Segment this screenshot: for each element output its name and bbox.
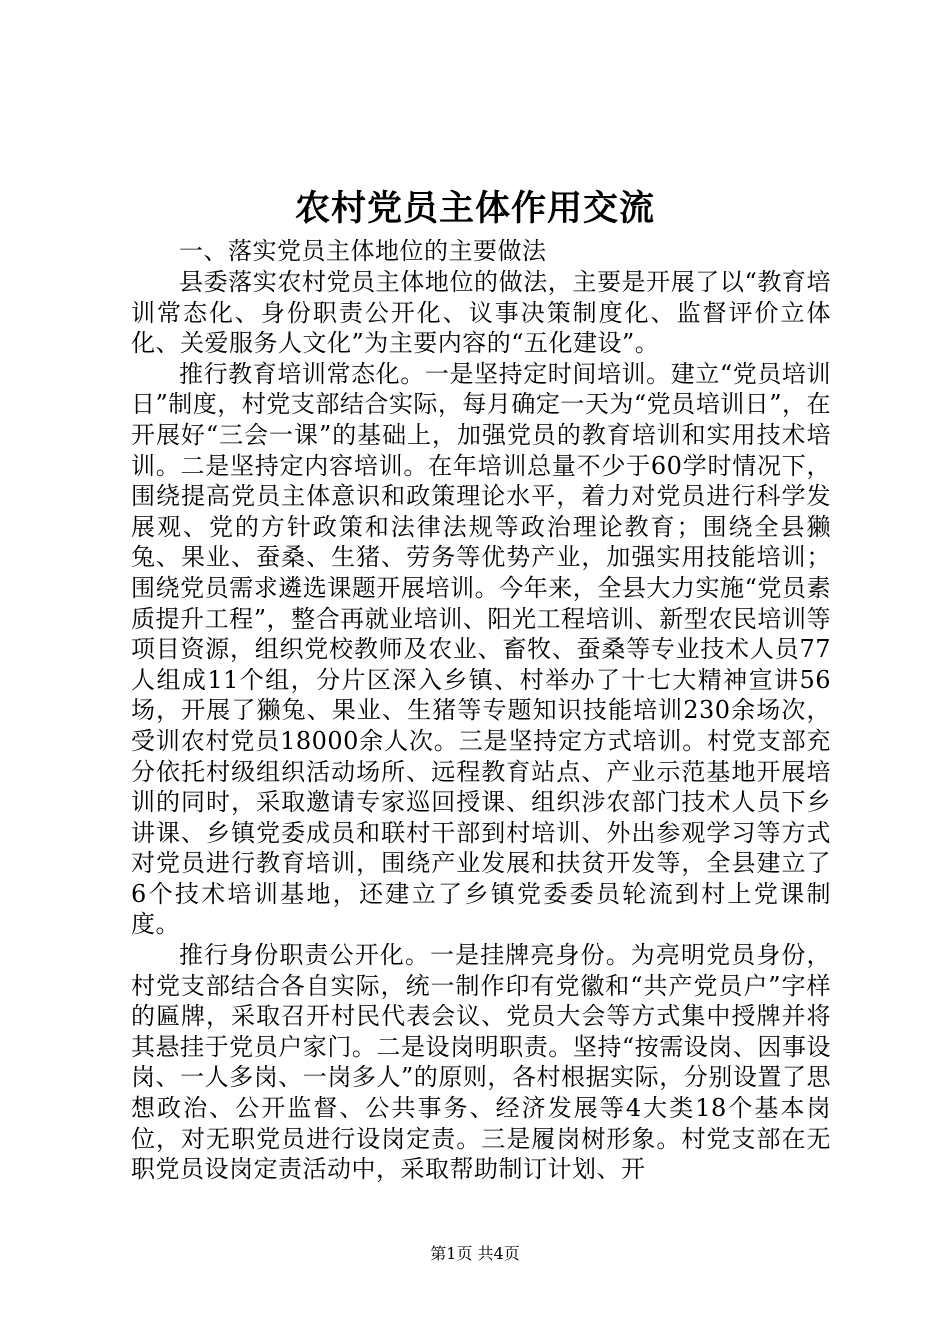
section-heading: 一、落实党员主体地位的主要做法 bbox=[179, 237, 547, 265]
document-body bbox=[131, 236, 831, 1185]
document-title: 农村党员主体作用交流 bbox=[294, 188, 655, 229]
paragraph-education-training: 推行教育培训常态化。一是坚持定时间培训。建立“党员培训日”制度，村党支部结合实际，每月确定一天为“党员培训日”，在开展好“三会一课”的基础上，加强党员的教育培训和实用技术培训。二是坚持定内容培训。在年培训总量不少于60学时情况下，围绕提高党员主体意识和政策理论水平，着力对党员进行科学发展观、党的方针政策和法律法规等政治理论教育；围绕全县獭兔、果业、蚕桑、生猪、劳务等优势产业，加强实用技能培训；围绕党员需求遴选课题开展培训。今年来，全县大力实施“党员素质提升工程”，整合再就业培训、阳光工程培训、新型农民培训等项目资源，组织党校教师及农业、畜牧、蚕桑等专业技术人员77人组成11个组，分片区深入乡镇、村举办了十七大精神宣讲56场，开展了獭兔、果业、生猪等专题知识技能培训230余场次，受训农村党员18000余人次。三是坚持定方式培训。村党支部充分依托村级组织活动场所、远程教育站点、产业示范基地开展培训的同时，采取邀请专家巡回授课、组织涉农部门技术人员下乡讲课、乡镇党委成员和联村干部到村培训、外出参观学习等方式对党员进行教育培训，围绕产业发展和扶贫开发等，全县建立了6个技术培训基地，还建立了乡镇党委委员轮流到村上党课制度。 bbox=[131, 359, 831, 939]
paragraph-intro: 县委落实农村党员主体地位的做法，主要是开展了以“教育培训常态化、身份职责公开化、议事决策制度化、监督评价立体化、关爱服务人文化”为主要内容的“五化建设”。 bbox=[131, 268, 831, 358]
paragraph-identity-duties: 推行身份职责公开化。一是挂牌亮身份。为亮明党员身份，村党支部结合各自实际，统一制作印有党徽和“共产党员户”字样的匾牌，采取召开村民代表会议、党员大会等方式集中授牌并将其悬挂于党员户家门。二是设岗明职责。坚持“按需设岗、因事设岗、一人多岗、一岗多人”的原则，各村根据实际，分别设置了思想政治、公开监督、公共事务、经济发展等4大类18个基本岗位，对无职党员进行设岗定责。三是履岗树形象。村党支部在无职党员设岗定责活动中，采取帮助制订计划、开 bbox=[131, 941, 831, 1184]
page-footer: 第1页 共4页 bbox=[430, 1244, 520, 1263]
